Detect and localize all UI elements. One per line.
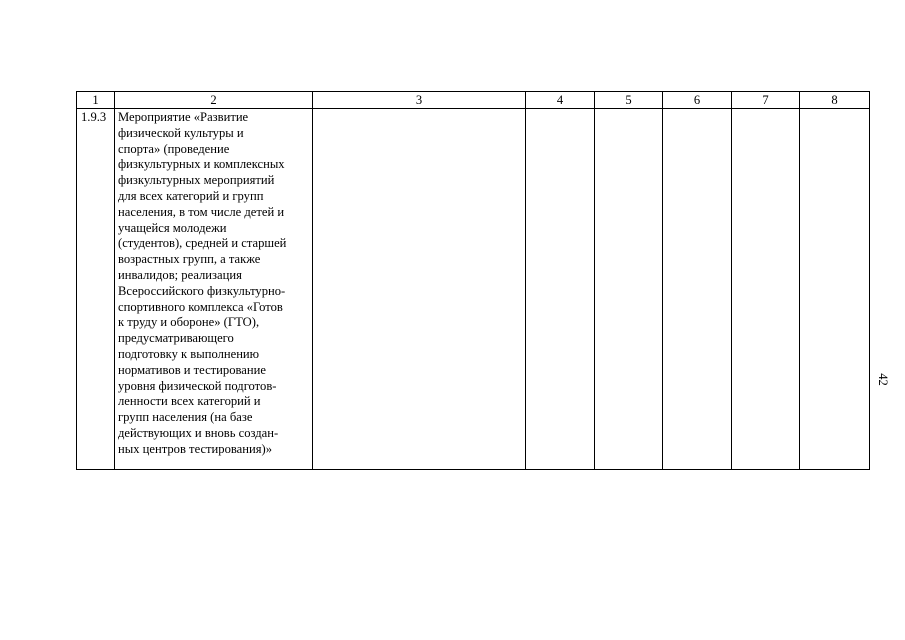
row-cell-6 bbox=[663, 109, 732, 470]
column-header-6: 6 bbox=[663, 92, 732, 109]
description-line: возрастных групп, а также bbox=[118, 252, 261, 267]
description-line: предусматривающего bbox=[118, 331, 234, 346]
column-header-7: 7 bbox=[732, 92, 800, 109]
row-cell-4 bbox=[526, 109, 595, 470]
column-header-8: 8 bbox=[800, 92, 870, 109]
description-line: уровня физической подготов- bbox=[118, 378, 277, 393]
description-line: спорта» (проведение bbox=[118, 141, 230, 156]
row-description-cell bbox=[115, 109, 313, 470]
row-cell-3 bbox=[313, 109, 526, 470]
description-line: действующих и вновь создан- bbox=[118, 425, 279, 440]
description-line: населения, в том числе детей и bbox=[118, 204, 285, 219]
description-line: (студентов), средней и старшей bbox=[118, 236, 287, 251]
description-line: учащейся молодежи bbox=[118, 220, 227, 235]
row-cell-5 bbox=[595, 109, 663, 470]
description-line: инвалидов; реализация bbox=[118, 267, 242, 282]
activity-table bbox=[76, 91, 870, 470]
description-line: подготовку к выполнению bbox=[118, 346, 260, 361]
description-line: Мероприятие «Развитие bbox=[118, 110, 249, 124]
description-line: ных центров тестирования)» bbox=[118, 441, 273, 456]
description-line: нормативов и тестирование bbox=[118, 362, 266, 377]
column-header-4: 4 bbox=[526, 92, 595, 109]
description-line: для всех категорий и групп bbox=[118, 188, 264, 203]
column-header-1: 1 bbox=[77, 92, 115, 109]
column-header-2: 2 bbox=[115, 92, 313, 109]
row-cell-7 bbox=[732, 109, 800, 470]
description-line: физической культуры и bbox=[118, 125, 244, 140]
description-line: спортивного комплекса «Готов bbox=[118, 299, 283, 314]
column-header-5: 5 bbox=[595, 92, 663, 109]
description-line: ленности всех категорий и bbox=[118, 394, 261, 409]
description-line: Всероссийского физкультурно- bbox=[118, 283, 286, 298]
row-cell-8 bbox=[800, 109, 870, 470]
column-header-3: 3 bbox=[313, 92, 526, 109]
description-line: физкультурных мероприятий bbox=[118, 173, 275, 188]
row-code-cell: 1.9.3 bbox=[77, 109, 115, 470]
description-line: физкультурных и комплексных bbox=[118, 157, 285, 172]
table-header-row bbox=[77, 92, 870, 109]
page-number: 42 bbox=[875, 373, 890, 386]
description-line: к труду и обороне» (ГТО), bbox=[118, 315, 260, 330]
description-line: групп населения (на базе bbox=[118, 410, 253, 425]
table-row bbox=[77, 109, 870, 470]
